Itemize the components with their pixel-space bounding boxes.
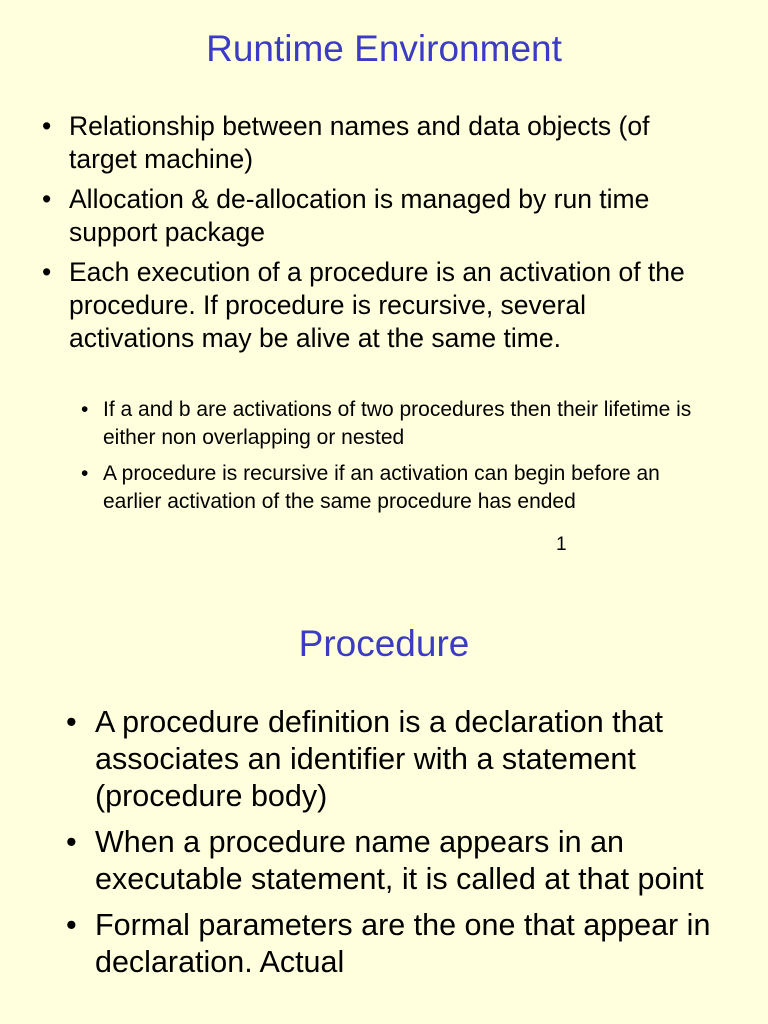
bullet-icon: •	[81, 398, 89, 421]
bullet-icon: •	[42, 111, 52, 141]
bullet-icon: •	[81, 462, 89, 485]
bullet-text: Allocation & de-allocation is managed by run time support package	[69, 184, 650, 247]
bullet-text: Formal parameters are the one that appear in declaration. Actual	[95, 908, 711, 979]
list-item	[81, 396, 723, 452]
bullet-list	[42, 110, 709, 362]
bullet-text: When a procedure name appears in an executable statement, it is called at that point	[95, 825, 704, 896]
bullet-text: Each execution of a procedure is an activation of the procedure. If procedure is recursive, several activations may be alive at the same time.	[69, 257, 685, 353]
bullet-icon: •	[66, 705, 77, 739]
list-item	[81, 460, 723, 516]
slide-title: Runtime Environment	[206, 28, 562, 69]
list-item	[66, 824, 735, 898]
list-item	[42, 256, 709, 355]
list-item	[42, 183, 709, 249]
sub-bullet-list	[81, 396, 723, 524]
sub-bullet-text: If a and b are activations of two procedures then their lifetime is either non overlapping or nested	[103, 398, 692, 449]
bullet-icon: •	[42, 257, 52, 287]
bullet-icon: •	[66, 908, 77, 942]
page-number: 1	[556, 534, 567, 555]
list-item	[66, 907, 735, 981]
bullet-icon: •	[66, 825, 77, 859]
bullet-icon: •	[42, 184, 52, 214]
bullet-list	[66, 704, 735, 990]
slide-procedure	[0, 590, 768, 1024]
sub-bullet-text: A procedure is recursive if an activation can begin before an earlier activation of the same procedure has ended	[103, 462, 660, 513]
slide-title: Procedure	[298, 623, 470, 664]
bullet-text: A procedure definition is a declaration that associates an identifier with a statement (procedure body)	[95, 705, 664, 813]
list-item	[66, 704, 735, 815]
bullet-text: Relationship between names and data objects (of target machine)	[69, 111, 650, 174]
list-item	[42, 110, 709, 176]
